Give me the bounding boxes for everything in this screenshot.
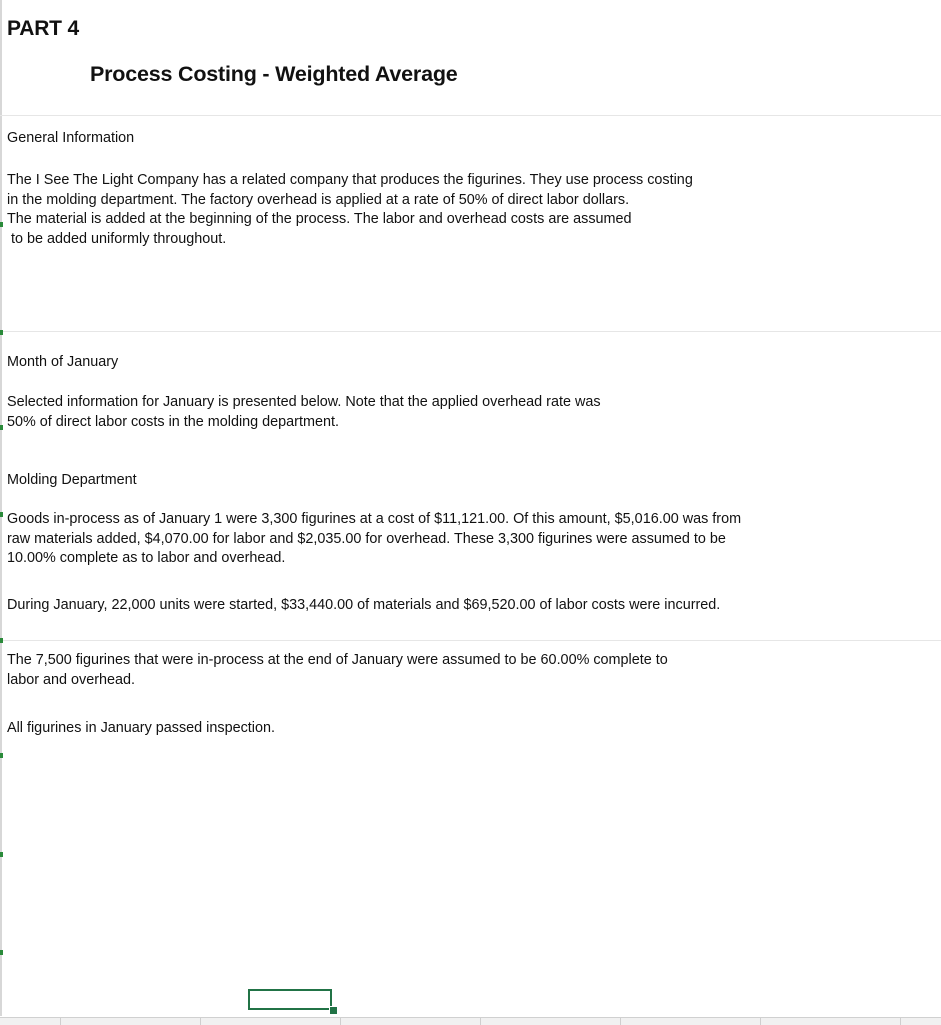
inspection-note [7,719,275,739]
row-divider [0,115,941,116]
cell-text: in the molding department. The factory overhead is applied at a rate of 50% of direct labor dollars. [7,191,630,208]
row-marker [0,330,3,335]
cell-text: The I See The Light Company has a related company that produces the figurines. They use process costing [7,172,693,188]
month-paragraph [7,393,601,432]
cell-text: to be added uniformly throughout. [7,230,227,247]
cell-text: labor and overhead. [7,671,136,688]
ending-wip-paragraph [7,651,668,690]
beginning-wip-paragraph [7,510,741,569]
selected-cell[interactable] [248,989,332,1010]
row-divider [0,640,941,641]
cell-text: Selected information for January is presented below. Note that the applied overhead rate was [7,394,601,410]
general-info-heading [7,129,134,149]
cell-text: raw materials added, $4,070.00 for labor and $2,035.00 for overhead. These 3,300 figurines were assumed to be [7,530,726,547]
cell-text: The material is added at the beginning of the process. The labor and overhead costs are assumed [7,211,632,227]
row-marker [0,425,3,430]
row-marker [0,222,3,227]
cell-text: All figurines in January passed inspection. [7,720,275,736]
part-heading: PART 4 [7,17,79,40]
molding-heading [7,471,137,491]
row-marker [0,852,3,857]
cell-text: The 7,500 figurines that were in-process at the end of January were assumed to be 60.00% complete to [7,652,668,668]
row-marker [0,950,3,955]
cell-text: 50% of direct labor costs in the molding department. [7,413,339,430]
row-divider [0,331,941,332]
cell-text: Month of January [7,354,119,370]
cell-text: Molding Department [7,472,137,488]
cell-text: Goods in-process as of January 1 were 3,300 figurines at a cost of $11,121.00. Of this amount, $5,016.00 was from [7,511,742,527]
row-marker [0,638,3,643]
sheet-left-border [0,0,2,1016]
cell-text: General Information [7,130,135,146]
row-marker [0,753,3,758]
page-title: Process Costing - Weighted Average [90,62,458,86]
during-month-paragraph [7,596,720,616]
fill-handle[interactable] [329,1006,338,1015]
cell-text: 10.00% complete as to labor and overhead. [7,550,286,566]
row-marker [0,512,3,517]
general-info-paragraph [7,171,693,249]
month-heading [7,353,118,373]
cell-text: During January, 22,000 units were started, $33,440.00 of materials and $69,520.00 of labor costs were incurred. [7,597,721,613]
